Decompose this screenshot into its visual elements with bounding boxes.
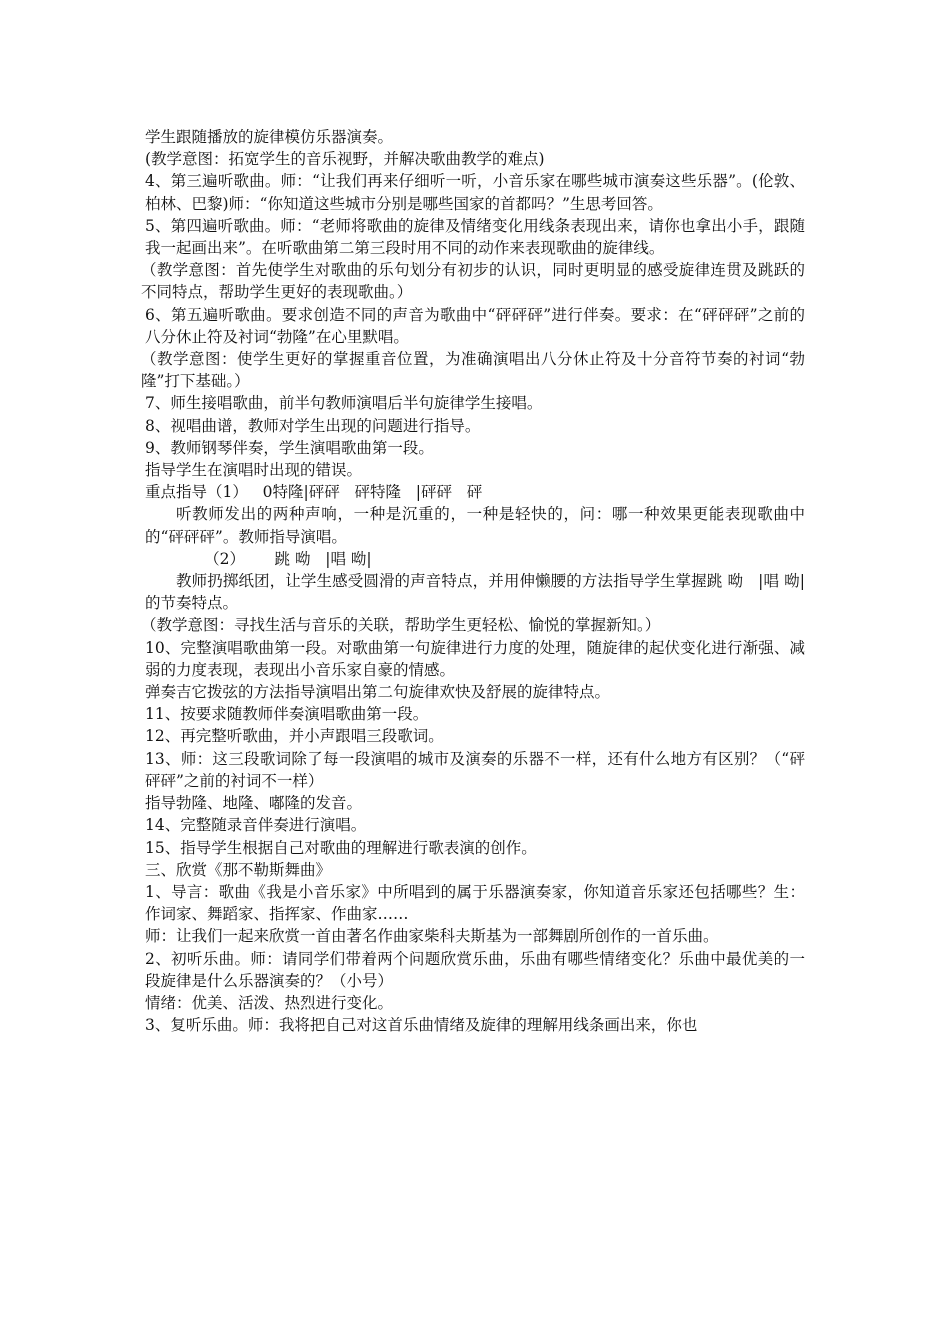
- document-body: [141, 126, 805, 1036]
- paragraph: 8、视唱曲谱，教师对学生出现的问题进行指导。: [145, 416, 481, 435]
- paragraph: 10、完整演唱歌曲第一段。对歌曲第一句旋律进行力度的处理，随旋律的起伏变化进行渐强、减弱的力度表现，表现出小音乐家自豪的情感。: [145, 638, 805, 679]
- paragraph: 6、第五遍听歌曲。要求创造不同的声音为歌曲中“砰砰砰”进行伴奏。要求：在“砰砰砰”之前的八分休止符及衬词“勃隆”在心里默唱。: [145, 305, 805, 346]
- paragraph: 2、初听乐曲。师：请同学们带着两个问题欣赏乐曲，乐曲有哪些情绪变化？乐曲中最优美的一段旋律是什么乐器演奏的？（小号）: [145, 949, 805, 990]
- paragraph: 师：让我们一起来欣赏一首由著名作曲家柴科夫斯基为一部舞剧所创作的一首乐曲。: [145, 927, 719, 946]
- paragraph: 13、师：这三段歌词除了每一段演唱的城市及演奏的乐器不一样，还有什么地方有区别？（“砰砰砰”之前的衬词不一样）: [145, 749, 805, 790]
- paragraph: 12、再完整听歌曲，并小声跟唱三段歌词。: [145, 727, 444, 746]
- paragraph: 5、第四遍听歌曲。师：“老师将歌曲的旋律及情绪变化用线条表现出来，请你也拿出小手，跟随我一起画出来”。在听歌曲第二第三段时用不同的动作来表现歌曲的旋律线。: [145, 216, 805, 258]
- paragraph: 听教师发出的两种声响，一种是沉重的，一种是轻快的，问：哪一种效果更能表现歌曲中的“砰砰砰”。教师指导演唱。: [145, 505, 805, 546]
- paragraph: （教学意图：使学生更好的掌握重音位置，为准确演唱出八分休止符及十分音符节奏的衬词“勃隆”打下基础。）: [141, 350, 805, 391]
- paragraph: 情绪：优美、活泼、热烈进行变化。: [145, 993, 394, 1012]
- paragraph: （教学意图：寻找生活与音乐的关联，帮助学生更轻松、愉悦的掌握新知。）: [141, 616, 661, 635]
- paragraph: （教学意图：首先使学生对歌曲的乐句划分有初步的认识，同时更明显的感受旋律连贯及跳跃的不同特点，帮助学生更好的表现歌曲。）: [141, 261, 805, 302]
- paragraph: 学生跟随播放的旋律模仿乐器演奏。: [145, 128, 394, 146]
- paragraph: 弹奏吉它拨弦的方法指导演唱出第二句旋律欢快及舒展的旋律特点。: [145, 683, 611, 702]
- paragraph: (教学意图：拓宽学生的音乐视野，并解决歌曲教学的难点): [145, 150, 545, 169]
- paragraph: 4、第三遍听歌曲。师：“让我们再来仔细听一听，小音乐家在哪些城市演奏这些乐器”。(伦敦、柏林、巴黎)师：“你知道这些城市分别是哪些国家的首都吗？”生思考回答。: [145, 172, 805, 213]
- paragraph: 教师扔掷纸团，让学生感受圆滑的声音特点，并用伸懒腰的方法指导学生掌握跳 呦 |唱 呦|的节奏特点。: [145, 572, 805, 613]
- paragraph: 7、师生接唱歌曲，前半句教师演唱后半句旋律学生接唱。: [145, 394, 543, 413]
- paragraph: 指导勃隆、地隆、嘟隆的发音。: [145, 794, 363, 813]
- paragraph: 15、指导学生根据自己对歌曲的理解进行歌表演的创作。: [145, 838, 537, 857]
- paragraph: 3、复听乐曲。师：我将把自己对这首乐曲情绪及旋律的理解用线条画出来，你也: [145, 1016, 698, 1035]
- paragraph: 指导学生在演唱时出现的错误。: [145, 461, 363, 480]
- paragraph: （2） 跳 呦 |唱 呦|: [145, 549, 372, 568]
- paragraph: 14、完整随录音伴奏进行演唱。: [145, 816, 367, 835]
- paragraph: 1、导言：歌曲《我是小音乐家》中所唱到的属于乐器演奏家，你知道音乐家还包括哪些？生：作词家、舞蹈家、指挥家、作曲家……: [145, 882, 805, 924]
- paragraph: 三、欣赏《那不勒斯舞曲》: [145, 860, 332, 879]
- paragraph: 重点指导（1） 0特隆|砰砰 砰特隆 |砰砰 砰: [145, 483, 483, 502]
- paragraph: 11、按要求随教师伴奏演唱歌曲第一段。: [145, 705, 429, 724]
- paragraph: 9、教师钢琴伴奏，学生演唱歌曲第一段。: [145, 438, 434, 457]
